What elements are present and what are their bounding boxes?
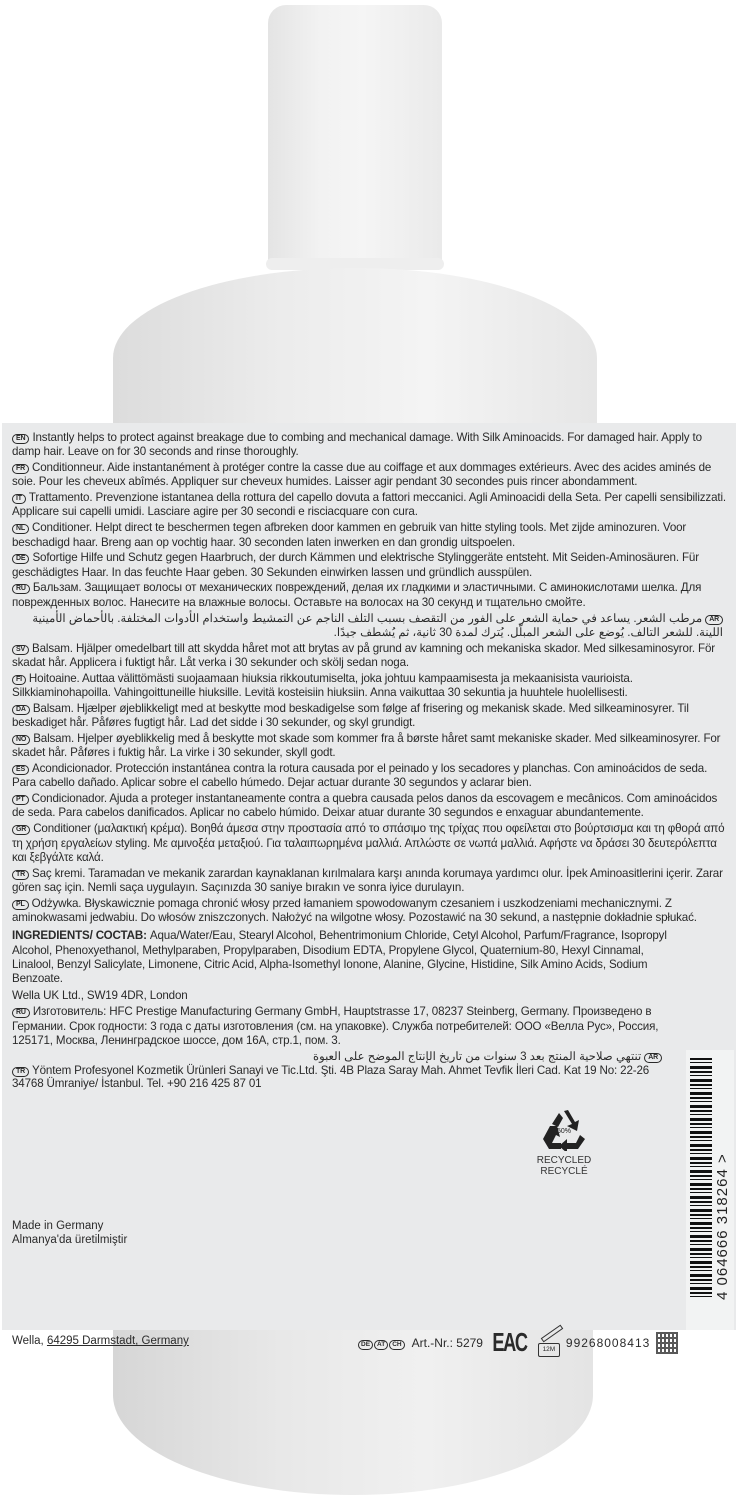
lang-badge-es: ES (12, 765, 29, 775)
manufacturer-tr: TR Yöntem Profesyonel Kozmetik Ürünleri Sanayi ve Tic.Ltd. Şti. 4B Plaza Saray Mah. Ahmet Tevfik İleri Cad. Kat 19 No: 22-26 34768 Ümraniye/ İstanbul. Tel. +90 216 425 87 01 (12, 1064, 650, 1090)
origin-block (12, 1219, 127, 1247)
pao-jar-icon (536, 1329, 560, 1357)
ingredients (12, 929, 682, 986)
description-pt: PT Condicionador. Ajuda a proteger instantaneamente contra a quebra causada pelos danos da escovagem e mecânicos. Com aminoácidos de seda. Para cabelos danificados. Aplicar no cabelo húmido. Deixar atuar durante 30 segundos e enxaguar abundantemente. (12, 792, 718, 820)
lang-badge-ru: RU (12, 584, 30, 594)
ingredients-title: INGREDIENTS/ СОСТАВ: (12, 929, 147, 943)
footer-codes (358, 1327, 678, 1358)
barcode-bars (690, 1058, 712, 1298)
description-tr: TR Saç kremi. Taramadan ve mekanik zarardan kaynaklanan kırılmalara karşı anında korumaya yardımcı olur. İpek Aminoasitlerini içerir. Zarar gören saç için. Nemli saça uygulayın. Saçınızda 30 saniye bırakın ve sonra iyice durulayın. (12, 866, 723, 894)
barcode (686, 1050, 734, 1330)
description-es: ES Acondicionador. Protección instantánea contra la rotura causada por el peinado y los secadores y planchas. Con aminoácidos de seda. Para cabello dañado. Aplicar sobre el cabello húmedo. Dejar actuar durante 30 segundos y aclarar bien. (12, 762, 708, 790)
brand-address (12, 1335, 189, 1347)
datamatrix-code-icon (656, 1332, 678, 1354)
manufacturer-ar: ARتنتهي صلاحية المنتج بعد 3 سنوات من تاريخ الإنتاج الموضح على العبوة (12, 1050, 666, 1064)
country-badge-ch: CH (389, 1340, 404, 1350)
description-nl: NL Conditioner. Helpt direct te beschermen tegen afbreken door kammen en gebruik van hitte styling tools. Met zijde aminozuren. Voor beschadigd haar. Breng aan op vochtig haar. 30 seconden laten inwerken en dan grondig uitspoelen. (12, 521, 687, 549)
lang-badge-de: DE (12, 554, 29, 564)
lang-badge-ar: AR (644, 1053, 662, 1063)
country-badge-at: AT (374, 1340, 388, 1350)
recycle-block (529, 1109, 599, 1177)
lang-badge-ar: AR (705, 615, 723, 625)
lang-badge-no: NO (12, 735, 30, 745)
lang-badge-pt: PT (12, 795, 29, 805)
brand-address-link[interactable]: 64295 Darmstadt, Germany (46, 1335, 189, 1347)
description-sv: SV Balsam. Hjälper omedelbart till att skydda håret mot att brytas av på grund av kamning och mekaniska skador. Med silkesaminosyror. För skadat hår. Applicera i fuktigt hår. Låt verka i 30 sekunder och skölj sedan noga. (12, 641, 715, 669)
description-da: DA Balsam. Hjælper øjeblikkeligt med at beskytte mod beskadigelse som følge af frisering og mekanisk skade. Med silkeaminosyrer. Til beskadiget hår. Påføres fugtigt hår. Lad det sidde i 30 sekunder, og skyl grundigt. (12, 701, 689, 730)
description-gr: GR Conditioner (μαλακτική κρέμα). Βοηθά άμεσα στην προστασία από το σπάσιμο της τρίχας που οφείλεται στο βούρτσισμα και τη φθορά από τη χρήση εργαλείων styling. Με αμινοξέα μεταξιού. Για ταλαιπωρημένα μαλλιά. Απλώστε σε νωπά μαλλιά. Αφήστε να δράσει 30 δευτερόλεπτα και ξεβγάλτε καλά. (12, 822, 725, 864)
pao-label: 12M (538, 1343, 560, 1357)
description-pl: PL Odżywka. Błyskawicznie pomaga chronić włosy przed łamaniem spowodowanym czesaniem i uszkodzeniami mechanicznymi. Z aminokwasami jedwabiu. Do włosów zniszczonych. Nałożyć na wilgotne włosy. Pozostawić na 30 sekund, a następnie dokładnie spłukać. (12, 896, 697, 924)
lang-badge-fi: FI (12, 675, 26, 685)
barcode-number: 4 064666 318264 > (714, 1153, 731, 1300)
lang-badge-tr: TR (12, 870, 29, 880)
lang-badge-nl: NL (12, 524, 29, 534)
product-label (2, 423, 736, 1357)
description-ar: ARمرطب الشعر. يساعد في حماية الشعر على الفور من التقصف بسبب التلف الناجم عن التمشيط واستخدام الأدوات المختلفة. بالأحماض الأمينية اللينة. للشعر التالف. يُوضع على الشعر المبلّل. يُترك لمدة 30 ثانية، ثم يُشطف جيدًا. (32, 611, 723, 639)
lang-badge-da: DA (12, 705, 30, 715)
lang-badge-en: EN (12, 434, 29, 444)
manufacturer-uk: Wella UK Ltd., SW19 4DR, London (12, 989, 188, 1003)
pao-lid-icon (541, 1324, 564, 1342)
lang-badge-tr: TR (12, 1067, 29, 1077)
made-in-germany-tr: Almanya'da üretilmiştir (12, 1234, 128, 1246)
bottle-shoulder (113, 268, 597, 428)
recycle-icon (541, 1109, 587, 1151)
brand-name: Wella, (12, 1335, 47, 1347)
description-en: EN Instantly helps to protect against breakage due to combing and mechanical damage. With Silk Aminoacids. For damaged hair. Apply to damp hair. Leave on for 30 seconds and rinse thoroughly. (12, 431, 702, 459)
description-no: NO Balsam. Hjelper øyeblikkelig med å beskytte mot skade som kommer fra å børste håret samt mekaniske skader. Med silkeaminosyrer. For skadet hår. Påføres i fuktig hår. La virke i 30 sekunder, skyll godt. (12, 731, 721, 760)
lang-badge-sv: SV (12, 645, 29, 655)
svg-text:50%: 50% (556, 1128, 572, 1135)
recycle-label-fr: RECYCLÉ (540, 1166, 588, 1177)
bottle-cap (268, 5, 442, 267)
lang-badge-gr: GR (12, 825, 30, 835)
article-number: Art.-Nr.: 5279 (411, 1335, 483, 1350)
lang-badge-fr: FR (12, 464, 29, 474)
label-text-block (12, 431, 727, 1092)
ingredients-list: Aqua/Water/Eau, Stearyl Alcohol, Behentrimonium Chloride, Cetyl Alcohol, Parfum/Fragrance, Isopropyl Alcohol, Phenoxyethanol, Methylparaben, Propylparaben, Disodium EDTA, Propylene Glycol, Quaternium-80, Hexyl Cinnamal, Linalool, Benzyl Salicylate, Limonene, Citric Acid, Alpha-Isomethyl Ionone, Alanine, Glycine, Histidine, Silk Amino Acids, Sodium Benzoate. (12, 929, 667, 986)
recycled-label: RECYCLED (536, 1155, 592, 1166)
lang-badge-it: IT (12, 494, 26, 504)
eac-mark-icon: EAC (492, 1327, 527, 1357)
country-badges (358, 1336, 406, 1350)
description-fr: FR Conditionneur. Aide instantanément à protéger contre la casse due au coiffage et aux dommages extérieurs. Avec des acides aminés de soie. Pour les cheveux abîmés. Appliquer sur cheveux humides. Laisser agir pendant 30 secondes puis rincer abondamment. (12, 461, 712, 489)
lang-badge-pl: PL (12, 900, 29, 910)
description-fi: FI Hoitoaine. Auttaa välittömästi suojaamaan hiuksia rikkoutumiselta, joka johtuu kampaamisesta ja mekaanisista vaurioista. Silkkiaminohapoilla. Vahingoittuneille hiuksille. Levitä kosteisiin hiuksiin. Anna vaikuttaa 30 sekuntia ja huuhtele huolellisesti. (12, 671, 633, 700)
made-in-germany: Made in Germany (12, 1220, 104, 1232)
description-it: IT Trattamento. Prevenzione istantanea della rottura del capello dovuta a fattori meccanici. Agli Aminoacidi della Seta. Per capelli sensibilizzati. Applicare sui capelli umidi. Lasciare agire per 30 secondi e risciacquare con cura. (12, 491, 726, 519)
description-de: DE Sofortige Hilfe und Schutz gegen Haarbruch, der durch Kämmen und elektrische Stylinggeräte entsteht. Mit Seiden-Aminosäuren. Für geschädigtes Haar. In das feuchte Haar geben. 30 Sekunden einwirken lassen und gründlich ausspülen. (12, 551, 699, 579)
description-ru: RU Бальзам. Защищает волосы от механических повреждений, делая их гладкими и эластичными. С аминокислотами шелка. Для поврежденных волос. Нанесите на влажные волосы. Оставьте на волосах на 30 секунд и тщательно смойте. (12, 581, 702, 609)
lang-badge-ru: RU (12, 1008, 30, 1018)
manufacturer-ru: RU Изготовитель: HFC Prestige Manufacturing Germany GmbH, Hauptstrasse 17, 08237 Steinberg, Germany. Произведено в Германии. Срок годности: 3 года с даты изготовления (см. на упаковке). Служба потребителей: ООО «Велла Рус», Россия, 125171, Москва, Ленинградское шоссе, дом 16А, стр.1, пом. 3. (12, 1005, 659, 1047)
product-code: 99268008413 (565, 1335, 651, 1350)
country-badge-de: DE (358, 1340, 373, 1350)
